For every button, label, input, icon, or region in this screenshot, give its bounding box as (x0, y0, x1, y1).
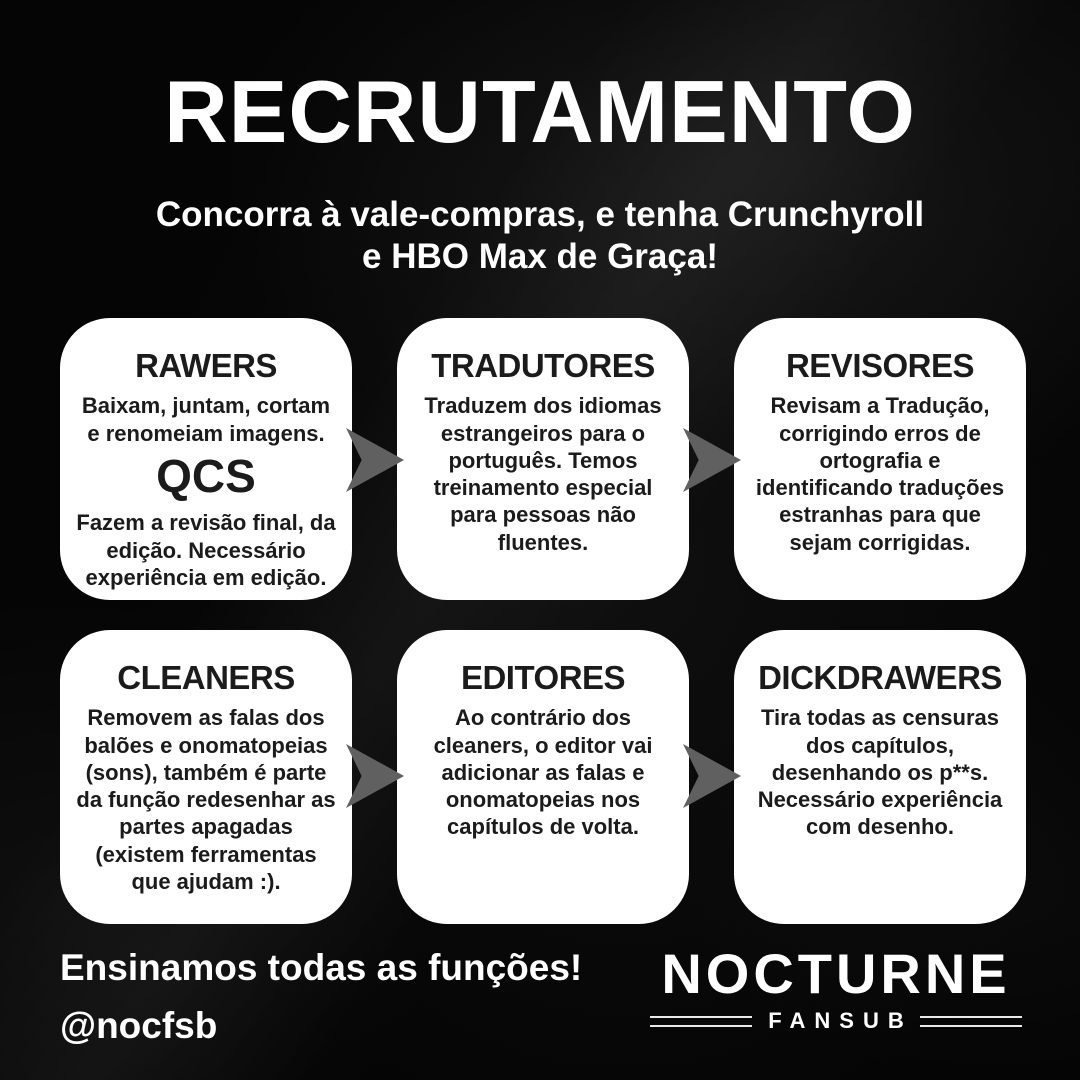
role-card-cleaners (60, 630, 352, 924)
logo-subrow (650, 1008, 1022, 1034)
arrow-right-icon (683, 428, 741, 492)
role-card-editores (397, 630, 689, 924)
page-subtitle (0, 194, 1080, 278)
logo-name: NOCTURNE (661, 942, 1011, 1005)
card-title-rawers: RAWERS (135, 347, 277, 384)
role-card-dickdrawers (734, 630, 1026, 924)
card-title-tradutores: TRADUTORES (431, 347, 655, 384)
role-card-revisores (734, 318, 1026, 600)
card-body-revisores: Revisam a Tradução, corrigindo erros de ortografia e identificando traduções estranhas para que sejam corrigidas. (755, 393, 1005, 555)
card-body-editores: Ao contrário dos cleaners, o editor vai adicionar as falas e onomatopeias nos capítulos de volta. (433, 705, 653, 840)
nocturne-logo (650, 942, 1022, 1034)
role-card-tradutores (397, 318, 689, 600)
page-title: RECRUTAMENTO (164, 62, 916, 161)
card-body-cleaners: Removem as falas dos balões e onomatopeias (sons), também é parte da função redesenhar as partes apagadas (existem ferramentas que ajudam :). (76, 705, 336, 894)
card-body-dickdrawers: Tira todas as censuras dos capítulos, desenhando os p**s. Necessário experiência com desenho. (757, 705, 1003, 840)
arrow-right-icon (346, 428, 404, 492)
arrow-right-icon (346, 744, 404, 808)
logo-double-line-right (920, 1016, 1022, 1027)
card-title-editores: EDITORES (460, 659, 626, 696)
role-card-rawers (60, 318, 352, 600)
teach-line: Ensinamos todas as funções! (60, 947, 583, 988)
logo-double-line-left (650, 1016, 752, 1027)
page-subtitle-line1: Concorra à vale-compras, e tenha Crunchyroll (155, 195, 925, 234)
card-title-qcs: QCS (156, 449, 256, 502)
card-title-cleaners: CLEANERS (117, 659, 295, 696)
card-title-dickdrawers: DICKDRAWERS (758, 659, 1002, 696)
card-body-qcs: Fazem a revisão final, da edição. Necessário experiência em edição. (76, 510, 336, 590)
arrow-right-icon (683, 744, 741, 808)
social-handle: @nocfsb (60, 1005, 218, 1046)
card-title-revisores: REVISORES (785, 347, 975, 384)
logo-sub-label: FANSUB (768, 1008, 913, 1033)
card-body-rawers: Baixam, juntam, cortam e renomeiam imagens. (81, 393, 331, 446)
card-body-tradutores: Traduzem dos idiomas estrangeiros para o português. Temos treinamento especial para pessoas não fluentes. (424, 393, 662, 555)
page-subtitle-line2: e HBO Max de Graça! (362, 237, 718, 276)
